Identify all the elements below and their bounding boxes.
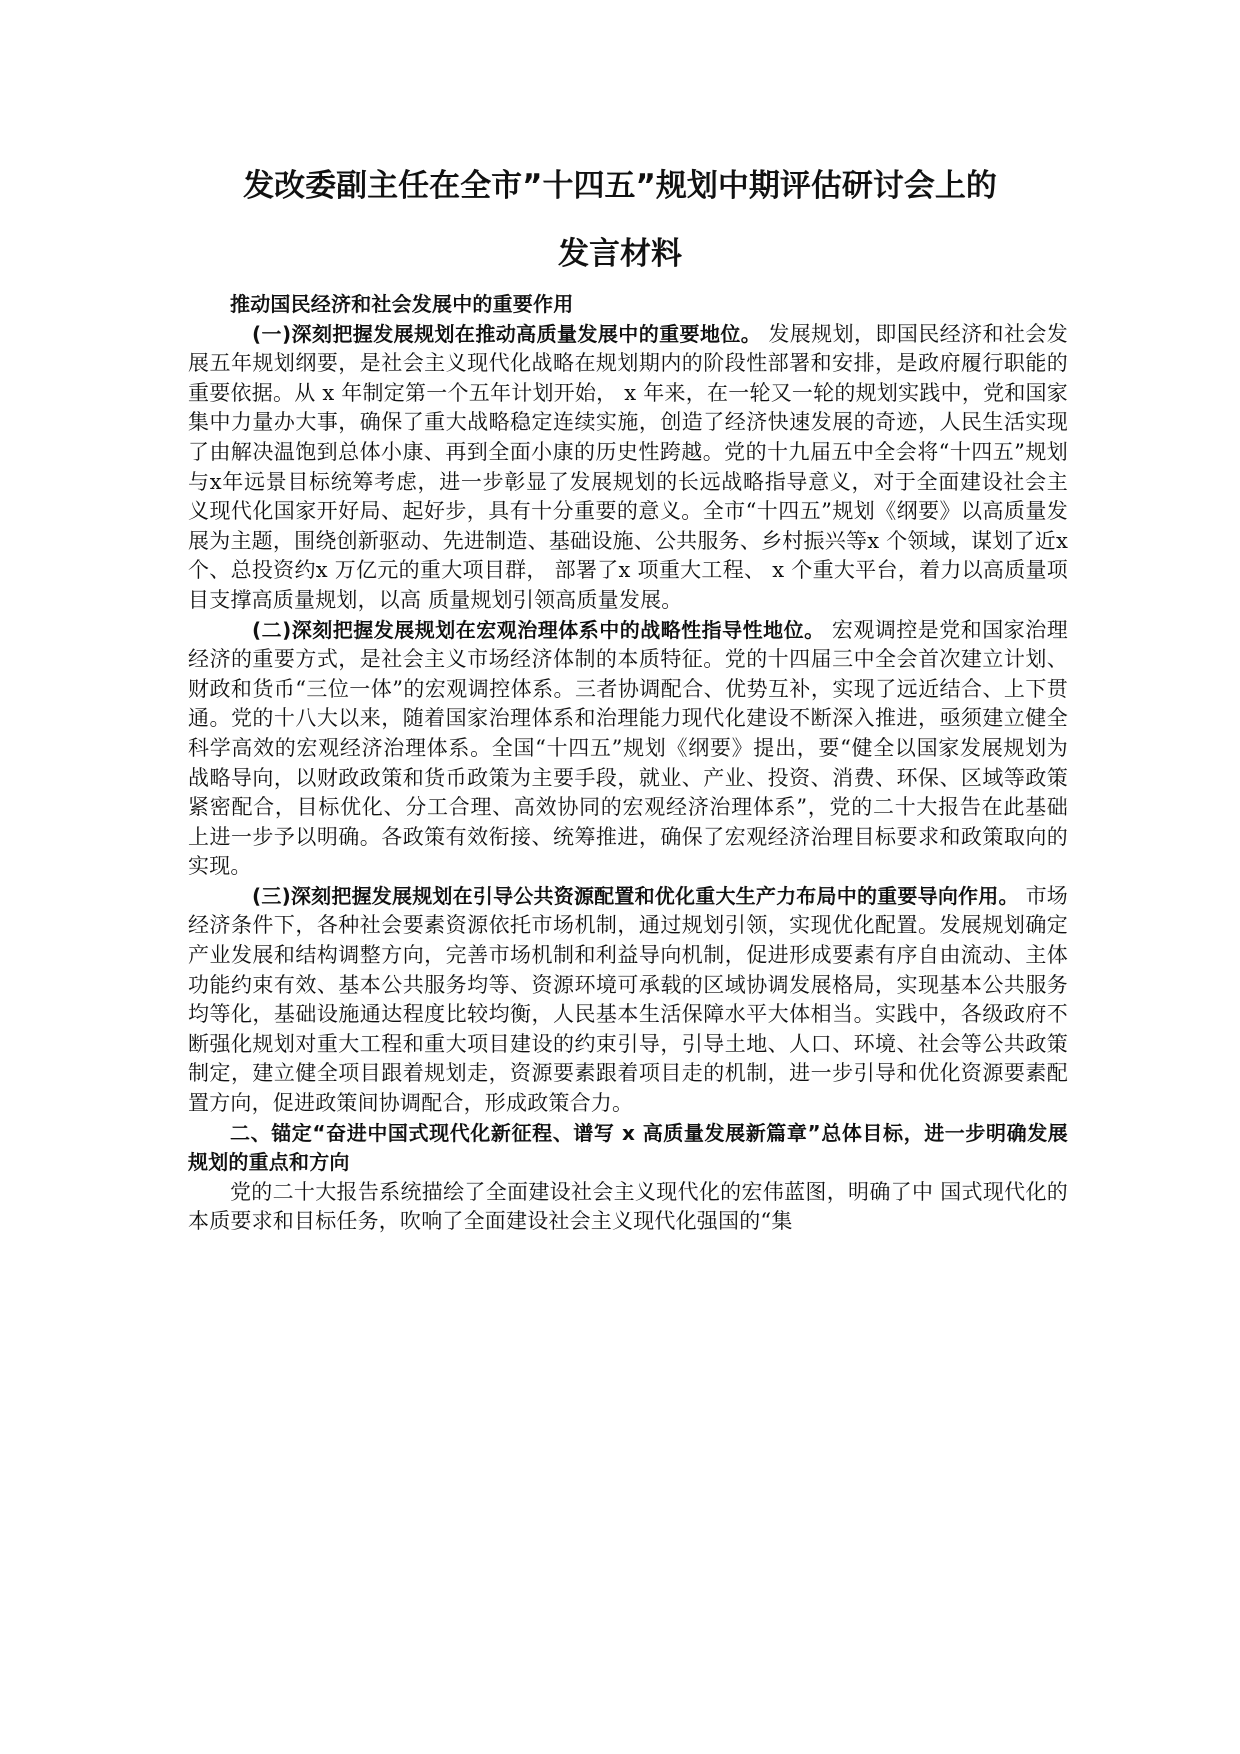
document-title-line2: 发言材料 (558, 236, 682, 272)
paragraph-2 (188, 616, 1068, 882)
paragraph-2-heading: (二)深刻把握发展规划在宏观治理体系中的战略性指导性地位。 (252, 617, 825, 642)
section-heading: 推动国民经济和社会发展中的重要作用 (230, 292, 574, 316)
paragraph-3 (188, 882, 1068, 1119)
paragraph-4-text: 党的二十大报告系统描绘了全面建设社会主义现代化的宏伟蓝图，明确了中 国式现代化的本质要求和目标任务，吹响了全面建设社会主义现代化强国的“集 (188, 1179, 1068, 1234)
paragraph-2-text: 宏观调控是党和国家治理经济的重要方式，是社会主义市场经济体制的本质特征。党的十四届三中全会首次建立计划、财政和货币“三位一体”的宏观调控体系。三者协调配合、优势互补，实现了远近结合、上下贯通。党的十八大以来，随着国家治理体系和治理能力现代化建设不断深入推进，亟须建立健全科学高效的宏观经济治理体系。全国“十四五”规划《纲要》提出，要“健全以国家发展规划为战略导向，以财政政策和货币政策为主要手段，就业、产业、投资、消费、环保、区域等政策紧密配合，目标优化、分工合理、高效协同的宏观经济治理体系”，党的二十大报告在此基础上进一步予以明确。各政策有效衔接、统筹推进，确保了宏观经济治理目标要求和政策取向的实现。 (188, 617, 1068, 879)
document-body (188, 290, 1068, 1237)
paragraph-3-heading: (三)深刻把握发展规划在引导公共资源配置和优化重大生产力布局中的重要导向作用。 (252, 883, 1019, 908)
paragraph-1-text: 发展规划，即国民经济和社会发展五年规划纲要，是社会主义现代化战略在规划期内的阶段性部署和安排，是政府履行职能的重要依据。从 x 年制定第一个五年计划开始， x 年来，在一轮又一轮的规划实践中，党和国家集中力量办大事，确保了重大战略稳定连续实施，创造了经济快速发展的奇迹，人民生活实现了由解决温饱到总体小康、再到全面小康的历史性跨越。党的十九届五中全会将“十四五”规划与x年远景目标统筹考虑，进一步彰显了发展规划的长远战略指导意义，对于全面建设社会主义现代化国家开好局、起好步，具有十分重要的意义。全市“十四五”规划《纲要》以高质量发展为主题，围绕创新驱动、先进制造、基础设施、公共服务、乡村振兴等x 个领域，谋划了近x 个、总投资约x 万亿元的重大项目群， 部署了x 项重大工程、 x 个重大平台，着力以高质量项目支撑高质量规划，以高 质量规划引领高质量发展。 (188, 321, 1068, 612)
paragraph-1-heading: (一)深刻把握发展规划在推动高质量发展中的重要地位。 (252, 321, 762, 346)
paragraph-1 (188, 320, 1068, 616)
paragraph-3-text: 市场经济条件下，各种社会要素资源依托市场机制，通过规划引领，实现优化配置。发展规划确定产业发展和结构调整方向，完善市场机制和利益导向机制，促进形成要素有序自由流动、主体功能约束有效、基本公共服务均等、资源环境可承载的区域协调发展格局，实现基本公共服务均等化，基础设施通达程度比较均衡，人民基本生活保障水平大体相当。实践中，各级政府不断强化规划对重大工程和重大项目建设的约束引导，引导土地、人口、环境、社会等公共政策制定，建立健全项目跟着规划走，资源要素跟着项目走的机制，进一步引导和优化资源要素配置方向，促进政策间协调配合，形成政策合力。 (188, 883, 1068, 1116)
section-2-heading: 二、锚定“奋进中国式现代化新征程、谱写 x 高质量发展新篇章”总体目标，进一步明确发展规划的重点和方向 (188, 1120, 1068, 1175)
document-title-line1: 发改委副主任在全市”十四五”规划中期评估研讨会上的 (243, 168, 997, 204)
paragraph-4 (188, 1178, 1068, 1237)
